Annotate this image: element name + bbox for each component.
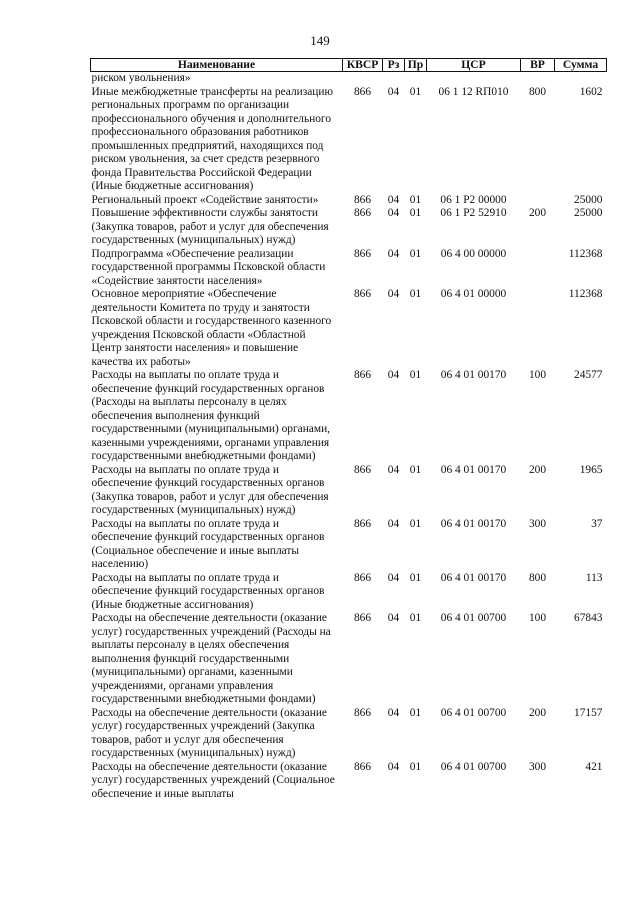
table-row [91, 248, 607, 289]
cell-sum: 113 [585, 571, 603, 584]
cell-rz: 04 [387, 207, 400, 219]
cell-kvsr: 866 [353, 193, 372, 206]
cell-pr: 01 [409, 517, 422, 530]
cell-pr: 01 [409, 288, 422, 300]
cell-csr: 06 1 12 RП010 [438, 85, 509, 98]
header-kvsr: КВСР [343, 59, 383, 72]
cell-rz: 04 [387, 369, 400, 381]
cell-vr: 800 [528, 571, 547, 584]
table-header-row [91, 59, 607, 72]
cell-name: Иные межбюджетные трансферты на реализацию региональных программ по организации профессионального обучения и дополнительного профессионального образования работников промышленных предприятий, находящихся под риском увольнения, за счет средств резервного фонда Правительства Российской Федерации (Иные бюджетные ассигнования) [91, 85, 333, 192]
cell-kvsr: 866 [353, 288, 372, 300]
cell-csr: 06 4 01 00700 [440, 760, 507, 773]
cell-vr: 200 [528, 463, 547, 476]
cell-rz: 04 [387, 571, 400, 584]
cell-sum: 421 [585, 760, 603, 773]
cell-vr: 800 [528, 85, 547, 98]
cell-csr: 06 4 00 00000 [440, 247, 507, 260]
cell-vr: 100 [528, 612, 547, 624]
cell-pr [405, 72, 427, 86]
budget-table [90, 58, 607, 801]
header-rz: Рз [383, 59, 405, 72]
cell-pr: 01 [409, 207, 422, 219]
table-row [91, 464, 607, 518]
table-row [91, 707, 607, 761]
cell-name: Расходы на обеспечение деятельности (оказание услуг) государственных учреждений (Закупка товаров, работ и услуг для обеспечения государственных (муниципальных) нужд) [91, 706, 327, 759]
cell-vr [521, 72, 555, 86]
header-vr: ВР [521, 59, 555, 72]
cell-vr: 300 [528, 517, 547, 530]
cell-name: риском увольнения» [91, 72, 191, 84]
cell-pr: 01 [409, 247, 422, 260]
cell-name: Подпрограмма «Обеспечение реализации государственной программы Псковской области «Содействие занятости населения» [91, 247, 326, 287]
cell-sum: 67843 [574, 612, 603, 624]
cell-vr [521, 248, 555, 289]
table-row [91, 207, 607, 248]
cell-kvsr: 866 [353, 207, 372, 219]
cell-kvsr: 866 [353, 369, 372, 381]
cell-pr: 01 [409, 369, 422, 381]
cell-name: Расходы на обеспечение деятельности (оказание услуг) государственных учреждений (Расходы на выплаты персоналу в целях обеспечения выполнения функций государственными (муниципальными) органами, казенными учреждениями, органами управления государственными внебюджетными фондами) [91, 612, 331, 705]
cell-kvsr: 866 [353, 612, 372, 624]
cell-rz: 04 [387, 706, 400, 719]
table-row [91, 72, 607, 86]
cell-rz: 04 [387, 463, 400, 476]
cell-name: Расходы на выплаты по оплате труда и обеспечение функций государственных органов (Иные бюджетные ассигнования) [91, 571, 325, 611]
table-row [91, 86, 607, 194]
cell-name: Расходы на выплаты по оплате труда и обеспечение функций государственных органов (Социальное обеспечение и иные выплаты населению) [91, 517, 325, 570]
cell-kvsr: 866 [353, 760, 372, 773]
cell-rz: 04 [387, 612, 400, 624]
cell-pr: 01 [409, 612, 422, 624]
cell-sum [555, 72, 607, 86]
cell-csr: 06 4 01 00170 [440, 517, 507, 530]
cell-name: Расходы на обеспечение деятельности (оказание услуг) государственных учреждений (Социальное обеспечение и иные выплаты [91, 760, 335, 800]
cell-sum: 1965 [579, 463, 603, 476]
table-row [91, 288, 607, 369]
cell-rz: 04 [387, 288, 400, 300]
cell-pr: 01 [409, 85, 422, 98]
cell-pr: 01 [409, 571, 422, 584]
cell-csr: 06 4 01 00170 [440, 369, 507, 381]
header-pr: Пр [405, 59, 427, 72]
cell-pr: 01 [409, 193, 422, 206]
cell-csr: 06 4 01 00170 [440, 463, 507, 476]
cell-csr: 06 1 P2 52910 [440, 207, 507, 219]
cell-sum: 1602 [579, 85, 603, 98]
cell-csr: 06 1 P2 00000 [440, 193, 507, 206]
cell-kvsr: 866 [353, 517, 372, 530]
cell-name: Региональный проект «Содействие занятости» [91, 193, 319, 206]
cell-kvsr: 866 [353, 85, 372, 98]
cell-vr: 200 [528, 207, 547, 219]
table-row [91, 518, 607, 572]
cell-vr: 200 [528, 706, 547, 719]
cell-csr: 06 4 01 00000 [440, 288, 507, 300]
cell-rz: 04 [387, 85, 400, 98]
cell-rz: 04 [387, 517, 400, 530]
cell-sum: 112368 [568, 247, 603, 260]
cell-rz: 04 [387, 760, 400, 773]
cell-rz: 04 [387, 247, 400, 260]
header-sum: Сумма [555, 59, 607, 72]
cell-sum: 17157 [574, 706, 603, 719]
cell-sum: 25000 [574, 207, 603, 219]
cell-kvsr [343, 72, 383, 86]
cell-csr: 06 4 01 00170 [440, 571, 507, 584]
cell-csr: 06 4 01 00700 [440, 706, 507, 719]
cell-csr [427, 72, 521, 86]
cell-sum: 112368 [568, 288, 603, 300]
cell-sum: 25000 [574, 193, 603, 206]
cell-rz: 04 [387, 193, 400, 206]
cell-sum: 24577 [574, 369, 603, 381]
table-row [91, 194, 607, 208]
cell-pr: 01 [409, 463, 422, 476]
cell-kvsr: 866 [353, 706, 372, 719]
cell-csr: 06 4 01 00700 [440, 612, 507, 624]
cell-pr: 01 [409, 706, 422, 719]
header-name: Наименование [91, 59, 343, 72]
cell-name: Расходы на выплаты по оплате труда и обеспечение функций государственных органов (Расходы на выплаты персоналу в целях обеспечения выполнения функций государственными (муниципальными) органами, казенными учреждениями, органами управления государственными внебюджетными фондами) [91, 369, 331, 462]
cell-vr [521, 194, 555, 208]
cell-vr: 300 [528, 760, 547, 773]
cell-name: Расходы на выплаты по оплате труда и обеспечение функций государственных органов (Закупка товаров, работ и услуг для обеспечения государственных (муниципальных) нужд) [91, 463, 329, 516]
cell-vr [521, 288, 555, 369]
cell-name: Повышение эффективности службы занятости (Закупка товаров, работ и услуг для обеспечения государственных (муниципальных) нужд) [91, 207, 329, 246]
cell-kvsr: 866 [353, 463, 372, 476]
cell-name: Основное мероприятие «Обеспечение деятельности Комитета по труду и занятости Псковской области и государственного казенного учреждения Псковской области «Областной Центр занятости населения» и повышение качества их работы» [91, 288, 332, 368]
table-row [91, 761, 607, 802]
table-row [91, 612, 607, 707]
page-number: 149 [310, 33, 330, 48]
table-row [91, 572, 607, 613]
cell-rz [383, 72, 405, 86]
cell-sum: 37 [591, 517, 603, 530]
header-csr: ЦСР [427, 59, 521, 72]
cell-kvsr: 866 [353, 571, 372, 584]
cell-vr: 100 [528, 369, 547, 381]
table-row [91, 369, 607, 464]
cell-kvsr: 866 [353, 247, 372, 260]
cell-pr: 01 [409, 760, 422, 773]
